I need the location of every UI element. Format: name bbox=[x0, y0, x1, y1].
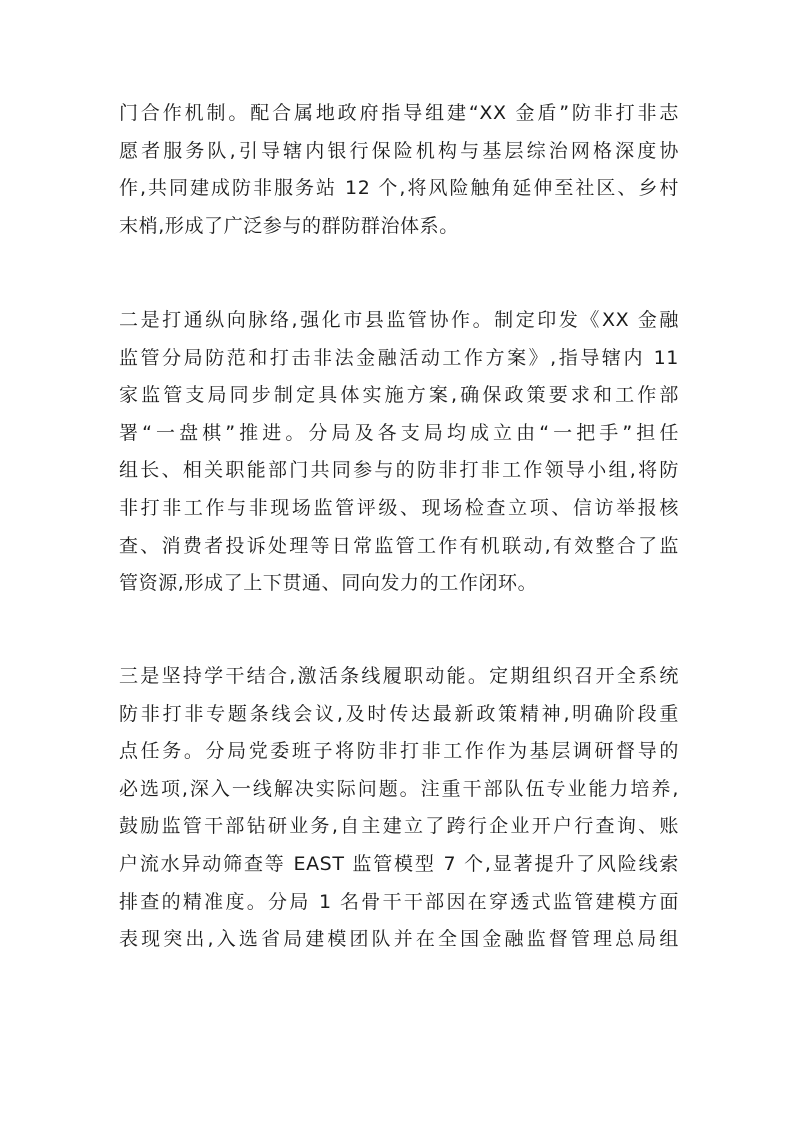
paragraph-line: 户流水异动筛查等 EAST 监管模型 7 个,显著提升了风险线索 bbox=[119, 852, 679, 875]
paragraph-line: 鼓励监管干部钻研业务,自主建立了跨行企业开户行查询、账 bbox=[119, 815, 679, 838]
paragraph-line: 点任务。分局党委班子将防非打非工作作为基层调研督导的 bbox=[119, 740, 679, 763]
paragraph-line: 防非打非专题条线会议,及时传达最新政策精神,明确阶段重 bbox=[119, 702, 679, 725]
paragraph-line: 必选项,深入一线解决实际问题。注重干部队伍专业能力培养, bbox=[119, 777, 679, 800]
paragraph-line: 门合作机制。配合属地政府指导组建“XX 金盾”防非打非志 bbox=[119, 102, 679, 124]
paragraph-line: 排查的精准度。分局 1 名骨干干部因在穿透式监管建模方面 bbox=[119, 890, 679, 913]
paragraph-line: 二是打通纵向脉络,强化市县监管协作。制定印发《XX 金融 bbox=[119, 309, 679, 331]
paragraph-community-defense bbox=[119, 95, 679, 245]
paragraph-line: 末梢,形成了广泛参与的群防群治体系。 bbox=[119, 214, 459, 237]
paragraph-line: 查、消费者投诉处理等日常监管工作有机联动,有效整合了监 bbox=[119, 534, 679, 557]
paragraph-line: 三是坚持学干结合,激活条线履职动能。定期组织召开全系统 bbox=[119, 665, 679, 687]
paragraph-line: 表现突出,入选省局建模团队并在全国金融监督管理总局组 bbox=[119, 928, 679, 951]
paragraph-line: 署“一盘棋”推进。分局及各支局均成立由“一把手”担任 bbox=[119, 421, 679, 444]
paragraph-line: 作,共同建成防非服务站 12 个,将风险触角延伸至社区、乡村 bbox=[119, 177, 679, 200]
paragraph-vertical-coordination bbox=[119, 302, 679, 603]
paragraph-line: 管资源,形成了上下贯通、同向发力的工作闭环。 bbox=[119, 572, 538, 595]
paragraph-study-and-practice bbox=[119, 658, 679, 959]
paragraph-line: 家监管支局同步制定具体实施方案,确保政策要求和工作部 bbox=[119, 384, 679, 407]
paragraph-line: 非打非工作与非现场监管评级、现场检查立项、信访举报核 bbox=[119, 496, 679, 519]
paragraph-line: 组长、相关职能部门共同参与的防非打非工作领导小组,将防 bbox=[119, 459, 679, 482]
paragraph-line: 监管分局防范和打击非法金融活动工作方案》,指导辖内 11 bbox=[119, 346, 679, 369]
paragraph-line: 愿者服务队,引导辖内银行保险机构与基层综治网格深度协 bbox=[119, 139, 679, 162]
